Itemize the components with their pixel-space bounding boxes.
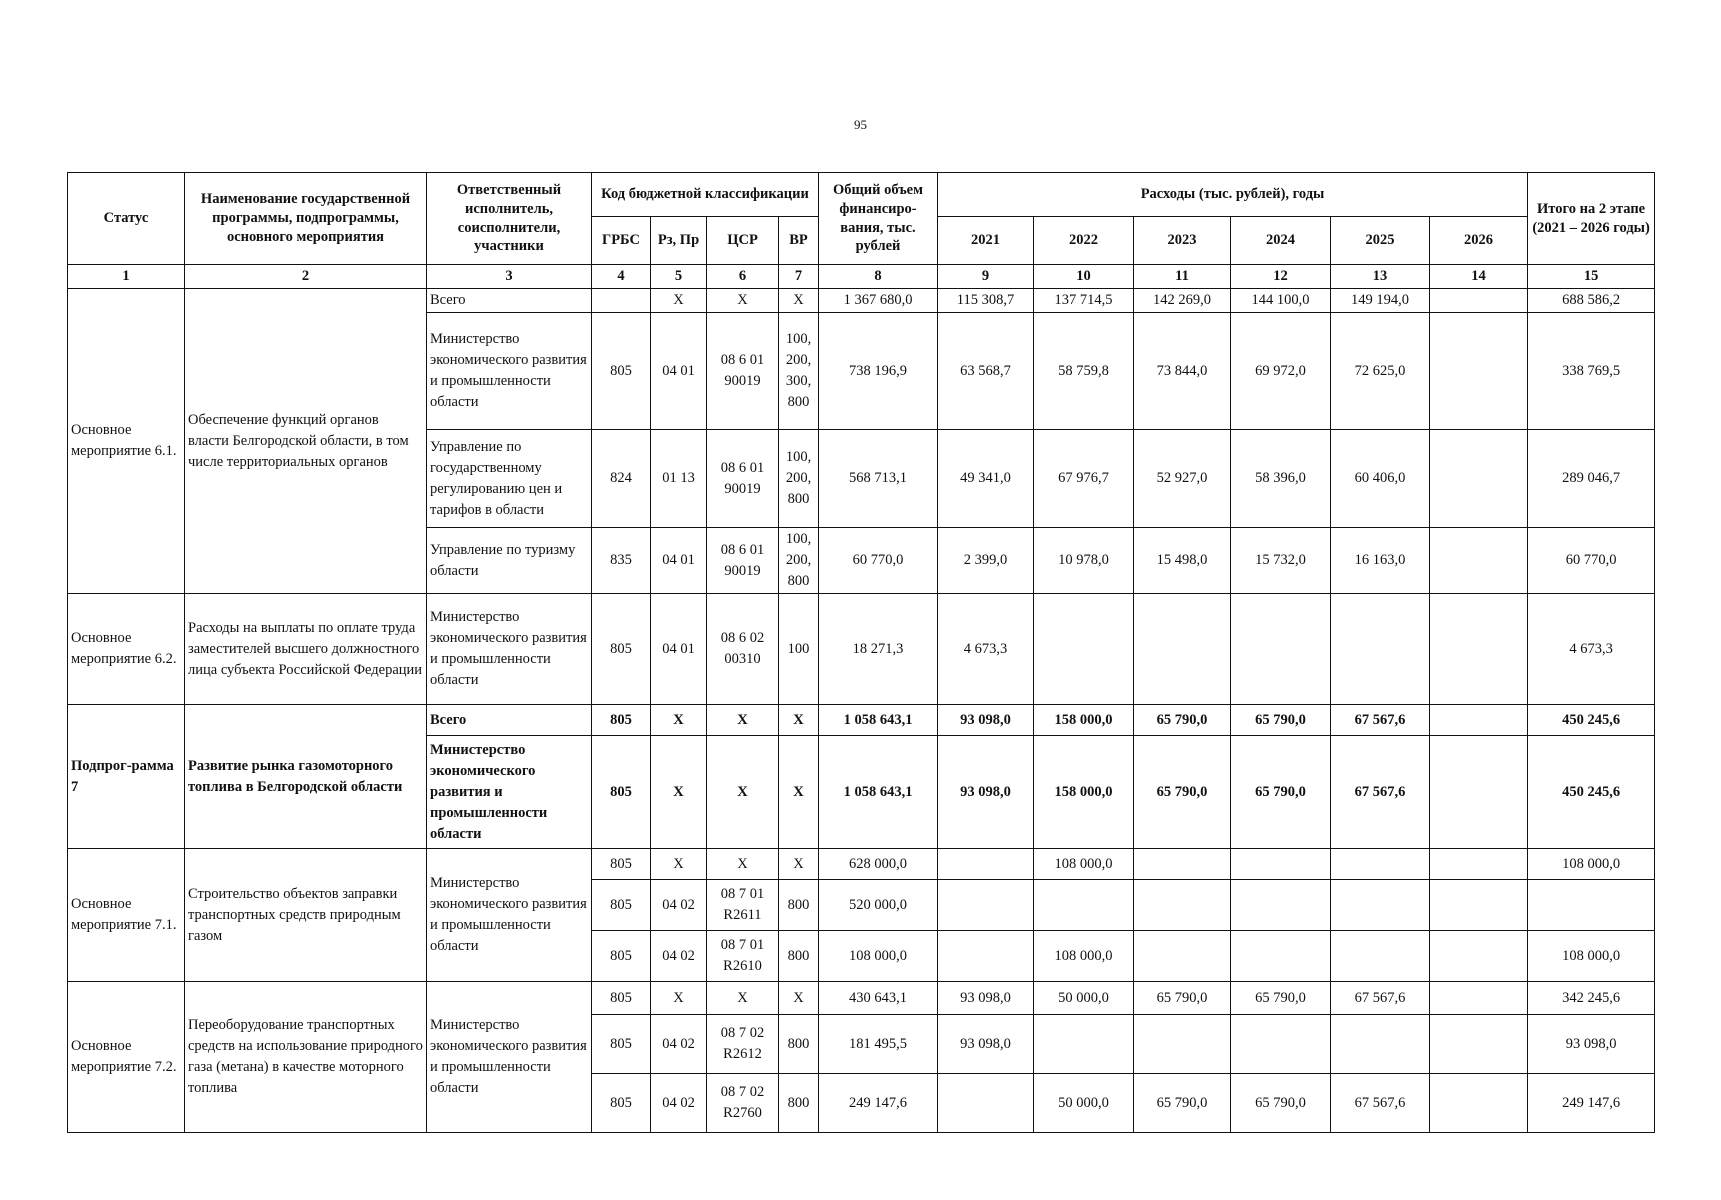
cell-vr: 800 [779,1015,819,1074]
cell-vr: 100 [779,594,819,705]
cell-stage-total: 60 770,0 [1528,528,1655,594]
header-grbs: ГРБС [592,217,651,265]
column-number: 15 [1528,265,1655,289]
row-executor: Всего [427,289,592,313]
column-number: 4 [592,265,651,289]
cell-vr: X [779,289,819,313]
cell-total: 181 495,5 [819,1015,938,1074]
cell-2024 [1231,1015,1331,1074]
row-status: Основное мероприятие 6.1. [68,289,185,594]
cell-2021: 93 098,0 [938,982,1034,1015]
cell-2026 [1430,705,1528,736]
row-executor: Министерство экономического развития и промышленности области [427,849,592,982]
cell-2023: 65 790,0 [1134,705,1231,736]
cell-stage-total [1528,880,1655,931]
cell-2022: 67 976,7 [1034,430,1134,528]
row-executor: Всего [427,705,592,736]
cell-2023 [1134,849,1231,880]
cell-2021: 4 673,3 [938,594,1034,705]
cell-2025: 72 625,0 [1331,313,1430,430]
row-name: Расходы на выплаты по оплате труда заместителей высшего должностного лица субъекта Российской Федерации [185,594,427,705]
cell-total: 60 770,0 [819,528,938,594]
cell-2023: 65 790,0 [1134,736,1231,849]
page-number: 95 [854,117,867,132]
cell-csr: 08 7 01 R2610 [707,931,779,982]
cell-rzpr: 04 01 [651,313,707,430]
cell-stage-total: 688 586,2 [1528,289,1655,313]
cell-rzpr: X [651,289,707,313]
cell-2023: 15 498,0 [1134,528,1231,594]
cell-total: 628 000,0 [819,849,938,880]
header-year-2025: 2025 [1331,217,1430,265]
cell-2023: 65 790,0 [1134,982,1231,1015]
cell-2023: 142 269,0 [1134,289,1231,313]
cell-stage-total: 342 245,6 [1528,982,1655,1015]
cell-csr: 08 7 01 R2611 [707,880,779,931]
cell-2025 [1331,594,1430,705]
cell-vr: X [779,736,819,849]
column-number: 14 [1430,265,1528,289]
cell-2025: 67 567,6 [1331,705,1430,736]
cell-vr: 100, 200, 800 [779,430,819,528]
cell-rzpr: 04 02 [651,1074,707,1133]
cell-stage-total: 338 769,5 [1528,313,1655,430]
cell-csr: 08 6 02 00310 [707,594,779,705]
header-csr: ЦСР [707,217,779,265]
row-status: Подпрог-рамма 7 [68,705,185,849]
column-number: 11 [1134,265,1231,289]
column-number: 5 [651,265,707,289]
cell-2021 [938,849,1034,880]
cell-2025 [1331,849,1430,880]
cell-2026 [1430,594,1528,705]
cell-stage-total: 108 000,0 [1528,931,1655,982]
cell-2022: 50 000,0 [1034,982,1134,1015]
cell-total: 1 367 680,0 [819,289,938,313]
cell-2025 [1331,880,1430,931]
cell-stage-total: 450 245,6 [1528,705,1655,736]
cell-grbs: 805 [592,1074,651,1133]
cell-grbs: 835 [592,528,651,594]
cell-2025: 16 163,0 [1331,528,1430,594]
cell-stage-total: 108 000,0 [1528,849,1655,880]
cell-grbs: 805 [592,736,651,849]
column-number: 13 [1331,265,1430,289]
cell-vr: 100, 200, 300, 800 [779,313,819,430]
cell-2021: 93 098,0 [938,736,1034,849]
cell-2022 [1034,1015,1134,1074]
cell-grbs: 805 [592,931,651,982]
header-vr: ВР [779,217,819,265]
header-total-volume: Общий объем финансиро-вания, тыс. рублей [819,173,938,265]
cell-total: 249 147,6 [819,1074,938,1133]
cell-2024 [1231,880,1331,931]
column-number: 8 [819,265,938,289]
header-executor: Ответственный исполнитель, соисполнители, участники [427,173,592,265]
row-name: Строительство объектов заправки транспортных средств природным газом [185,849,427,982]
cell-2024: 65 790,0 [1231,982,1331,1015]
cell-2026 [1430,289,1528,313]
cell-2025: 67 567,6 [1331,982,1430,1015]
header-expenses: Расходы (тыс. рублей), годы [938,173,1528,217]
cell-2024: 65 790,0 [1231,736,1331,849]
cell-csr: 08 6 01 90019 [707,528,779,594]
cell-grbs [592,289,651,313]
cell-2021: 93 098,0 [938,705,1034,736]
cell-2022: 137 714,5 [1034,289,1134,313]
cell-total: 568 713,1 [819,430,938,528]
column-number: 3 [427,265,592,289]
cell-grbs: 805 [592,705,651,736]
cell-2021: 2 399,0 [938,528,1034,594]
cell-total: 520 000,0 [819,880,938,931]
cell-2024 [1231,931,1331,982]
cell-csr: X [707,289,779,313]
cell-rzpr: X [651,849,707,880]
cell-2023 [1134,1015,1231,1074]
cell-2024: 65 790,0 [1231,705,1331,736]
cell-total: 1 058 643,1 [819,705,938,736]
cell-2024: 69 972,0 [1231,313,1331,430]
cell-vr: 800 [779,931,819,982]
row-executor: Министерство экономического развития и промышленности области [427,313,592,430]
cell-csr: X [707,849,779,880]
row-status: Основное мероприятие 7.2. [68,982,185,1133]
row-name: Обеспечение функций органов власти Белгородской области, в том числе территориальных органов [185,289,427,594]
cell-2026 [1430,982,1528,1015]
cell-rzpr: 04 01 [651,528,707,594]
cell-2026 [1430,736,1528,849]
header-year-2022: 2022 [1034,217,1134,265]
cell-grbs: 805 [592,594,651,705]
header-stage-total: Итого на 2 этапе (2021 – 2026 годы) [1528,173,1655,265]
cell-vr: 100, 200, 800 [779,528,819,594]
cell-2022: 108 000,0 [1034,849,1134,880]
column-number: 1 [68,265,185,289]
row-executor: Министерство экономического развития и промышленности области [427,736,592,849]
cell-csr: 08 6 01 90019 [707,313,779,430]
cell-2026 [1430,849,1528,880]
cell-2024: 65 790,0 [1231,1074,1331,1133]
cell-2021 [938,880,1034,931]
budget-table [67,172,1655,1133]
cell-2022 [1034,880,1134,931]
cell-csr: X [707,982,779,1015]
cell-2021: 115 308,7 [938,289,1034,313]
cell-2023 [1134,931,1231,982]
cell-2026 [1430,931,1528,982]
row-executor: Министерство экономического развития и промышленности области [427,594,592,705]
cell-rzpr: 04 02 [651,1015,707,1074]
cell-2022: 158 000,0 [1034,705,1134,736]
cell-grbs: 805 [592,849,651,880]
header-year-2021: 2021 [938,217,1034,265]
header-year-2026: 2026 [1430,217,1528,265]
cell-2025: 149 194,0 [1331,289,1430,313]
cell-stage-total: 289 046,7 [1528,430,1655,528]
cell-rzpr: 04 02 [651,931,707,982]
cell-total: 108 000,0 [819,931,938,982]
cell-rzpr: 01 13 [651,430,707,528]
cell-rzpr: X [651,736,707,849]
cell-rzpr: 04 02 [651,880,707,931]
cell-2023: 73 844,0 [1134,313,1231,430]
row-name: Развитие рынка газомоторного топлива в Белгородской области [185,705,427,849]
cell-grbs: 805 [592,982,651,1015]
cell-2022: 158 000,0 [1034,736,1134,849]
cell-2021: 63 568,7 [938,313,1034,430]
cell-vr: 800 [779,1074,819,1133]
cell-2023 [1134,594,1231,705]
cell-grbs: 824 [592,430,651,528]
column-number: 6 [707,265,779,289]
column-number: 2 [185,265,427,289]
cell-total: 18 271,3 [819,594,938,705]
cell-vr: X [779,705,819,736]
cell-2026 [1430,528,1528,594]
column-number: 7 [779,265,819,289]
cell-stage-total: 93 098,0 [1528,1015,1655,1074]
cell-2023: 65 790,0 [1134,1074,1231,1133]
cell-total: 1 058 643,1 [819,736,938,849]
cell-total: 738 196,9 [819,313,938,430]
cell-2023: 52 927,0 [1134,430,1231,528]
cell-csr: X [707,705,779,736]
header-status: Статус [68,173,185,265]
cell-2021: 93 098,0 [938,1015,1034,1074]
cell-csr: 08 7 02 R2612 [707,1015,779,1074]
cell-2025: 67 567,6 [1331,736,1430,849]
cell-rzpr: 04 01 [651,594,707,705]
cell-stage-total: 249 147,6 [1528,1074,1655,1133]
cell-csr: X [707,736,779,849]
cell-total: 430 643,1 [819,982,938,1015]
row-name: Переоборудование транспортных средств на использование природного газа (метана) в качестве моторного топлива [185,982,427,1133]
cell-2022: 58 759,8 [1034,313,1134,430]
cell-2021 [938,1074,1034,1133]
cell-stage-total: 4 673,3 [1528,594,1655,705]
cell-rzpr: X [651,705,707,736]
cell-vr: X [779,982,819,1015]
cell-2024: 58 396,0 [1231,430,1331,528]
cell-2023 [1134,880,1231,931]
cell-2022: 10 978,0 [1034,528,1134,594]
cell-csr: 08 7 02 R2760 [707,1074,779,1133]
cell-grbs: 805 [592,313,651,430]
row-executor: Управление по государственному регулированию цен и тарифов в области [427,430,592,528]
row-status: Основное мероприятие 6.2. [68,594,185,705]
cell-2024: 15 732,0 [1231,528,1331,594]
cell-vr: X [779,849,819,880]
cell-2021 [938,931,1034,982]
header-budget-code: Код бюджетной классификации [592,173,819,217]
column-number: 10 [1034,265,1134,289]
cell-csr: 08 6 01 90019 [707,430,779,528]
cell-2022: 108 000,0 [1034,931,1134,982]
header-year-2023: 2023 [1134,217,1231,265]
cell-2026 [1430,1015,1528,1074]
cell-2024 [1231,849,1331,880]
cell-stage-total: 450 245,6 [1528,736,1655,849]
cell-grbs: 805 [592,880,651,931]
cell-2025 [1331,931,1430,982]
cell-2026 [1430,430,1528,528]
cell-2026 [1430,880,1528,931]
cell-2025 [1331,1015,1430,1074]
row-executor: Министерство экономического развития и промышленности области [427,982,592,1133]
cell-2022 [1034,594,1134,705]
cell-2026 [1430,313,1528,430]
header-name: Наименование государственной программы, подпрограммы, основного мероприятия [185,173,427,265]
cell-2026 [1430,1074,1528,1133]
row-executor: Управление по туризму области [427,528,592,594]
row-status: Основное мероприятие 7.1. [68,849,185,982]
cell-2024: 144 100,0 [1231,289,1331,313]
column-number: 9 [938,265,1034,289]
cell-2022: 50 000,0 [1034,1074,1134,1133]
cell-grbs: 805 [592,1015,651,1074]
cell-rzpr: X [651,982,707,1015]
cell-vr: 800 [779,880,819,931]
cell-2024 [1231,594,1331,705]
column-number: 12 [1231,265,1331,289]
cell-2025: 60 406,0 [1331,430,1430,528]
header-year-2024: 2024 [1231,217,1331,265]
cell-2021: 49 341,0 [938,430,1034,528]
header-rzpr: Рз, Пр [651,217,707,265]
cell-2025: 67 567,6 [1331,1074,1430,1133]
